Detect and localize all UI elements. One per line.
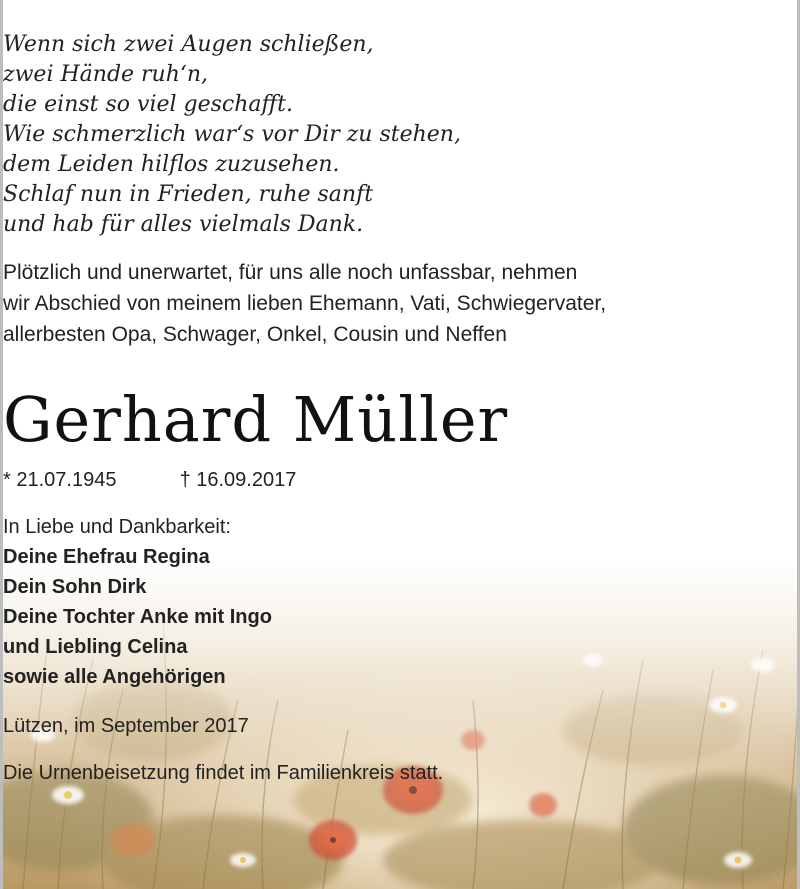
mourners-heading: In Liebe und Dankbarkeit: bbox=[3, 516, 231, 538]
poem-line: Wie schmerzlich war‘s vor Dir zu stehen, bbox=[3, 122, 461, 147]
mourner-name: sowie alle Angehörigen bbox=[3, 666, 226, 688]
burial-note: Die Urnenbeisetzung findet im Familienkreis statt. bbox=[3, 762, 444, 784]
announcement-line: Plötzlich und unerwartet, für uns alle noch unfassbar, nehmen bbox=[3, 261, 578, 284]
memorial-poem bbox=[3, 30, 800, 240]
birth-date: * 21.07.1945 bbox=[3, 469, 117, 491]
poem-line: dem Leiden hilflos zuzusehen. bbox=[3, 152, 340, 177]
death-date: † 16.09.2017 bbox=[179, 469, 297, 491]
poem-line: die einst so viel geschafft. bbox=[3, 92, 293, 117]
mourner-name: Deine Ehefrau Regina bbox=[3, 546, 210, 568]
poem-line: Wenn sich zwei Augen schließen, bbox=[3, 32, 374, 57]
life-dates bbox=[3, 465, 800, 495]
mourners-block bbox=[3, 512, 800, 692]
announcement-text bbox=[3, 257, 800, 350]
place-and-date: Lützen, im September 2017 bbox=[3, 715, 249, 737]
poem-line: Schlaf nun in Frieden, ruhe sanft bbox=[3, 182, 374, 207]
announcement-line: wir Abschied von meinem lieben Ehemann, Vati, Schwiegervater, bbox=[3, 292, 607, 315]
poem-line: zwei Hände ruh‘n, bbox=[3, 62, 209, 87]
mourner-name: und Liebling Celina bbox=[3, 636, 188, 658]
announcement-line: allerbesten Opa, Schwager, Onkel, Cousin und Neffen bbox=[3, 323, 507, 346]
mourner-name: Deine Tochter Anke mit Ingo bbox=[3, 606, 272, 628]
poem-line: und hab für alles vielmals Dank. bbox=[3, 212, 364, 237]
mourner-name: Dein Sohn Dirk bbox=[3, 576, 147, 598]
deceased-name: Gerhard Müller bbox=[3, 383, 509, 456]
